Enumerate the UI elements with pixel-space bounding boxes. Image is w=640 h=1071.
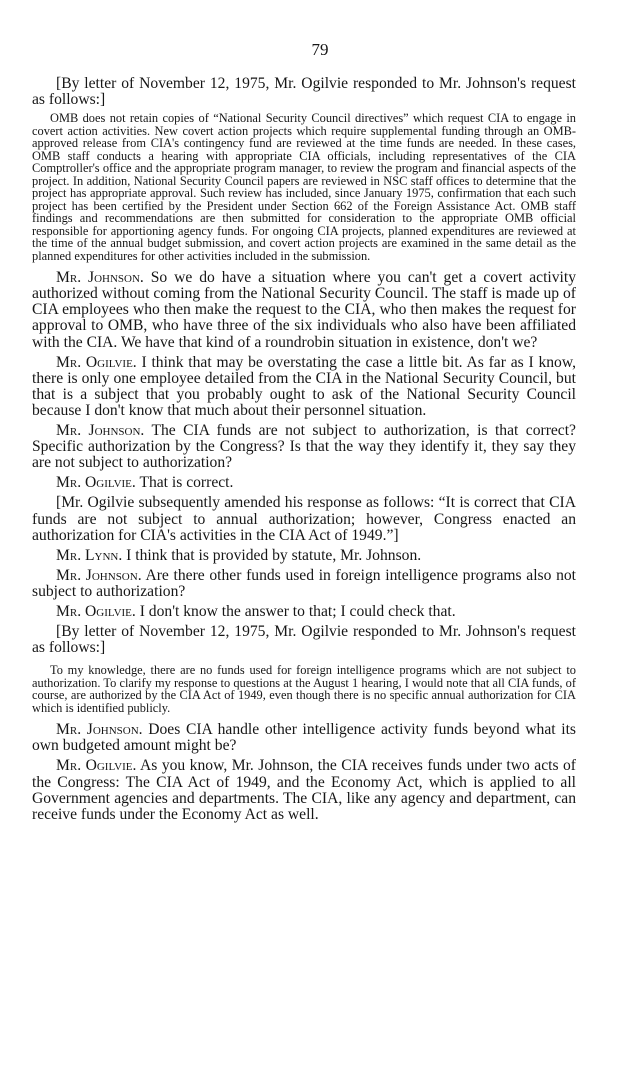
testimony-paragraph: Mr. Johnson. Does CIA handle other intelligence activity funds beyond what its own budgeted amount might be? (32, 721, 576, 755)
quoted-letter-text: To my knowledge, there are no funds used for foreign intelligence programs which are not subject to authorization. To clarify my response to questions at the August 1 hearing, I would note that all CIA funds, of course, are authorized by the CIA Act of 1949, even though there is no specific annual authorization for CIA which is identified publicly. (32, 663, 576, 715)
testimony-paragraph: Mr. Ogilvie. As you know, Mr. Johnson, the CIA receives funds under two acts of the Congress: The CIA Act of 1949, and the Economy Act, which is applied to all Government agencies and departments. The CIA, like any agency and department, can receive funds under the Economy Act as well. (32, 757, 576, 823)
speaker-name: Mr. Ogilvie. (56, 474, 136, 492)
text-column (32, 76, 576, 823)
speaker-name: Mr. Johnson. (56, 269, 144, 287)
editorial-note: [Mr. Ogilvie subsequently amended his response as follows: “It is correct that CIA funds are not subject to annual authorization; however, Congress enacted an authorization for CIA's activities in the CIA Act of 1949.”] (32, 494, 576, 544)
speaker-name: Mr. Johnson. (56, 422, 145, 440)
page-number: 79 (311, 40, 329, 59)
testimony-paragraph: Mr. Johnson. So we do have a situation where you can't get a covert activity authorized without coming from the National Security Council. The staff is made up of CIA employees who then make the request to the CIA, who then makes the request for approval to OMB, who have three of the six individuals who also have been affiliated with the CIA. We have that kind of a roundrobin situation in existence, don't we? (32, 269, 576, 351)
testimony-paragraph: Mr. Ogilvie. I think that may be overstating the case a little bit. As far as I know, there is only one employee detailed from the CIA in the National Security Council, but that is a subject that you probably ought to ask of the National Security Council because I don't know that much about their personnel situation. (32, 353, 576, 419)
speaker-name: Mr. Ogilvie. (56, 353, 137, 371)
speaker-name: Mr. Johnson. (56, 721, 143, 739)
speaker-name: Mr. Lynn. (56, 546, 123, 564)
testimony-paragraph: Mr. Ogilvie. That is correct. (56, 474, 234, 492)
testimony-paragraph: Mr. Ogilvie. I don't know the answer to that; I could check that. (56, 602, 456, 620)
editorial-note: [By letter of November 12, 1975, Mr. Ogilvie responded to Mr. Johnson's request as follows:] (32, 623, 576, 657)
testimony-paragraph: Mr. Johnson. Are there other funds used in foreign intelligence programs also not subject to authorization? (32, 566, 577, 600)
quoted-letter-text: OMB does not retain copies of “National Security Council directives” which request CIA to engage in covert action activities. New covert action projects which require supplemental funding through an OMB-approved release from CIA's contingency fund are reviewed at the time funds are needed. In these cases, OMB staff conducts a hearing with appropriate CIA officials, including representatives of the CIA Comptroller's office and the appropriate program manager, to review the program and financial aspects of the project. In addition, National Security Council papers are reviewed in NSC staff offices to determine that the project has appropriate approval. Such review has included, since January 1975, confirmation that each such project has been certified by the President under Section 662 of the Foreign Assistance Act. OMB staff findings and recommendations are then submitted for consideration to the appropriate OMB official responsible for apportioning agency funds. For ongoing CIA projects, planned expenditures are reviewed at the time of the annual budget submission, and covert action projects are examined in the same detail as the planned expenditures for other activities included in the submission. (32, 111, 576, 263)
testimony-paragraph: Mr. Lynn. I think that is provided by statute, Mr. Johnson. (56, 546, 422, 564)
speaker-name: Mr. Ogilvie. (56, 602, 136, 620)
speaker-name: Mr. Johnson. (56, 566, 142, 584)
testimony-paragraph: Mr. Johnson. The CIA funds are not subject to authorization, is that correct? Specific authorization by the Congress? Is that the way they identify it, they say they are not subject to authorization? (32, 422, 576, 472)
editorial-note: [By letter of November 12, 1975, Mr. Ogilvie responded to Mr. Johnson's request as follows:] (32, 75, 576, 109)
speaker-name: Mr. Ogilvie. (56, 757, 137, 775)
